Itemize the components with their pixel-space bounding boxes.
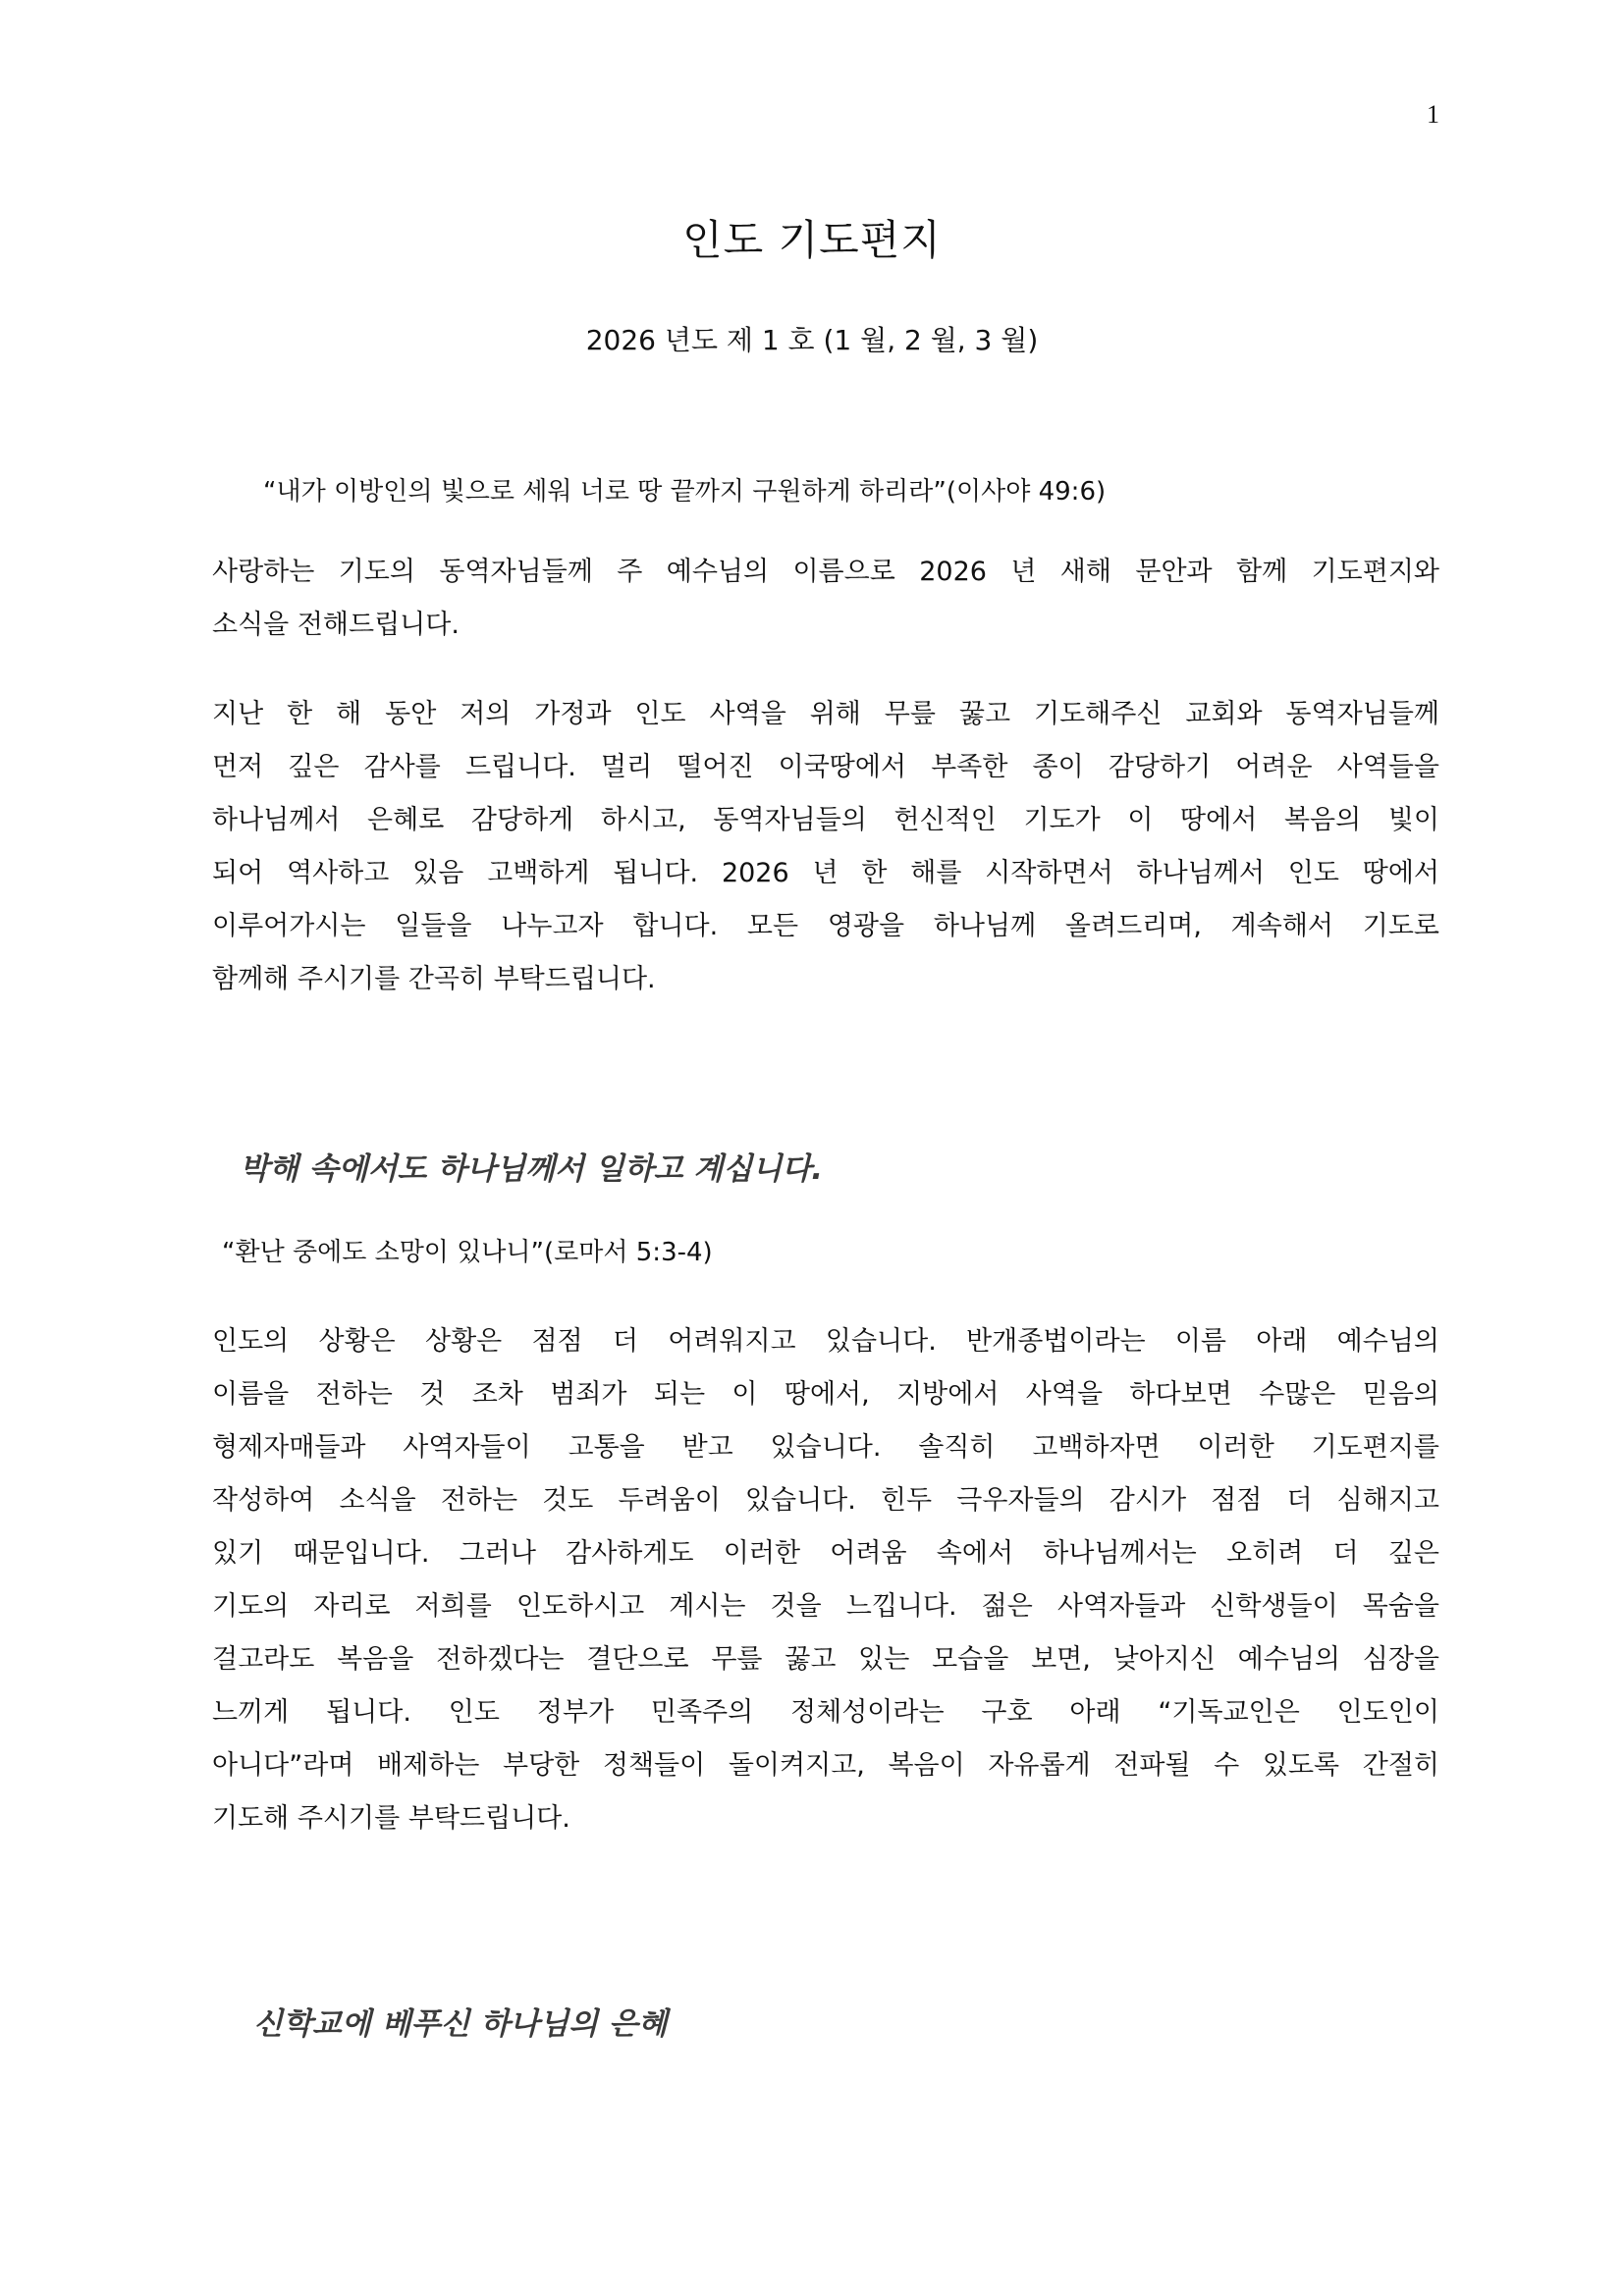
page-number: 1	[1427, 100, 1439, 129]
text-line: 되어 역사하고 있음 고백하게 됩니다. 2026 년 한 해를 시작하면서 하나님께서 인도 땅에서	[212, 858, 1439, 888]
section-verse: “환난 중에도 소망이 있나니”(로마서 5:3-4)	[222, 1238, 713, 1267]
section-heading-seminary: 신학교에 베푸신 하나님의 은혜	[253, 2006, 668, 2042]
intro-paragraph-1	[212, 546, 1439, 652]
text-line: 작성하여 소식을 전하는 것도 두려움이 있습니다. 힌두 극우자들의 감시가 점점 더 심해지고	[212, 1485, 1439, 1516]
text-line: 기도의 자리로 저희를 인도하시고 계시는 것을 느낍니다. 젊은 사역자들과 신학생들이 목숨을	[212, 1591, 1439, 1622]
text-line: 사랑하는 기도의 동역자님들께 주 예수님의 이름으로 2026 년 새해 문안과 함께 기도편지와	[212, 557, 1439, 587]
text-line: 하나님께서 은혜로 감당하게 하시고, 동역자님들의 헌신적인 기도가 이 땅에서 복음의 빛이	[212, 805, 1439, 835]
intro-paragraph-2	[212, 688, 1439, 1006]
text-line: 함께해 주시기를 간곡히 부탁드립니다.	[212, 964, 656, 994]
text-line: 있기 때문입니다. 그러나 감사하게도 이러한 어려움 속에서 하나님께서는 오히려 더 깊은	[212, 1538, 1439, 1569]
epigraph-verse: “내가 이방인의 빛으로 세워 너로 땅 끝까지 구원하게 하리라”(이사야 49:6)	[263, 477, 1107, 507]
text-line: 먼저 깊은 감사를 드립니다. 멀리 떨어진 이국땅에서 부족한 종이 감당하기 어려운 사역들을	[212, 752, 1439, 782]
text-line: 이름을 전하는 것 조차 범죄가 되는 이 땅에서, 지방에서 사역을 하다보면 수많은 믿음의	[212, 1379, 1439, 1410]
document-title: 인도 기도편지	[682, 216, 942, 264]
text-line: 지난 한 해 동안 저의 가정과 인도 사역을 위해 무릎 꿇고 기도해주신 교회와 동역자님들께	[212, 699, 1439, 729]
section1-paragraph	[212, 1315, 1439, 1845]
text-line: 형제자매들과 사역자들이 고통을 받고 있습니다. 솔직히 고백하자면 이러한 기도편지를	[212, 1432, 1439, 1463]
text-line: 느끼게 됩니다. 인도 정부가 민족주의 정체성이라는 구호 아래 “기독교인은 인도인이	[212, 1697, 1439, 1728]
text-line: 이루어가시는 일들을 나누고자 합니다. 모든 영광을 하나님께 올려드리며, 계속해서 기도로	[212, 911, 1439, 941]
text-line: 인도의 상황은 상황은 점점 더 어려워지고 있습니다. 반개종법이라는 이름 아래 예수님의	[212, 1326, 1439, 1357]
section-heading-persecution: 박해 속에서도 하나님께서 일하고 계십니다.	[240, 1151, 823, 1187]
text-line: 기도해 주시기를 부탁드립니다.	[212, 1803, 570, 1834]
text-line: 걸고라도 복음을 전하겠다는 결단으로 무릎 꿇고 있는 모습을 보면, 낮아지신 예수님의 심장을	[212, 1644, 1439, 1675]
text-line: 아니다”라며 배제하는 부당한 정책들이 돌이켜지고, 복음이 자유롭게 전파될 수 있도록 간절히	[212, 1750, 1439, 1781]
issue-subtitle: 2026 년도 제 1 호 (1 월, 2 월, 3 월)	[585, 324, 1039, 356]
text-line: 소식을 전해드립니다.	[212, 610, 460, 640]
